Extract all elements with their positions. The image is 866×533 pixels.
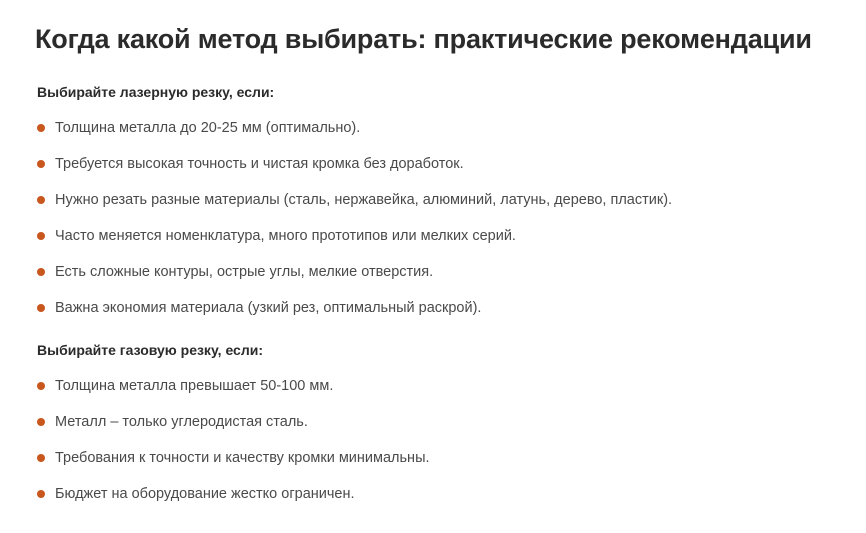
list-item [37,377,430,413]
bullet-dot-icon [37,304,45,312]
list-item [37,191,672,227]
list-item-text: Важна экономия материала (узкий рез, оптимальный раскрой). [55,300,482,316]
gas-section-title: Выбирайте газовую резку, если: [37,342,264,358]
list-item [37,449,430,485]
list-item-text: Требуется высокая точность и чистая кромка без доработок. [55,156,464,172]
list-item-text: Толщина металла превышает 50-100 мм. [55,378,334,394]
list-item-text: Часто меняется номенклатура, много прототипов или мелких серий. [55,228,516,244]
list-item [37,413,430,449]
list-item [37,227,672,263]
list-item [37,485,430,521]
laser-section-title: Выбирайте лазерную резку, если: [37,84,275,100]
bullet-dot-icon [37,232,45,240]
list-item-text: Требования к точности и качеству кромки минимальны. [55,450,430,466]
list-item [37,263,672,299]
list-item [37,155,672,191]
laser-criteria-list [37,119,672,335]
list-item-text: Толщина металла до 20-25 мм (оптимально). [55,120,361,136]
list-item-text: Металл – только углеродистая сталь. [55,414,308,430]
list-item-text: Нужно резать разные материалы (сталь, нержавейка, алюминий, латунь, дерево, пластик). [55,192,673,208]
list-item-text: Бюджет на оборудование жестко ограничен. [55,486,355,502]
bullet-dot-icon [37,268,45,276]
bullet-dot-icon [37,454,45,462]
bullet-dot-icon [37,382,45,390]
list-item [37,119,672,155]
bullet-dot-icon [37,160,45,168]
bullet-dot-icon [37,124,45,132]
list-item-text: Есть сложные контуры, острые углы, мелкие отверстия. [55,264,434,280]
list-item [37,299,672,335]
bullet-dot-icon [37,490,45,498]
page-heading: Когда какой метод выбирать: практические рекомендации [35,24,812,54]
gas-criteria-list [37,377,430,521]
bullet-dot-icon [37,418,45,426]
bullet-dot-icon [37,196,45,204]
